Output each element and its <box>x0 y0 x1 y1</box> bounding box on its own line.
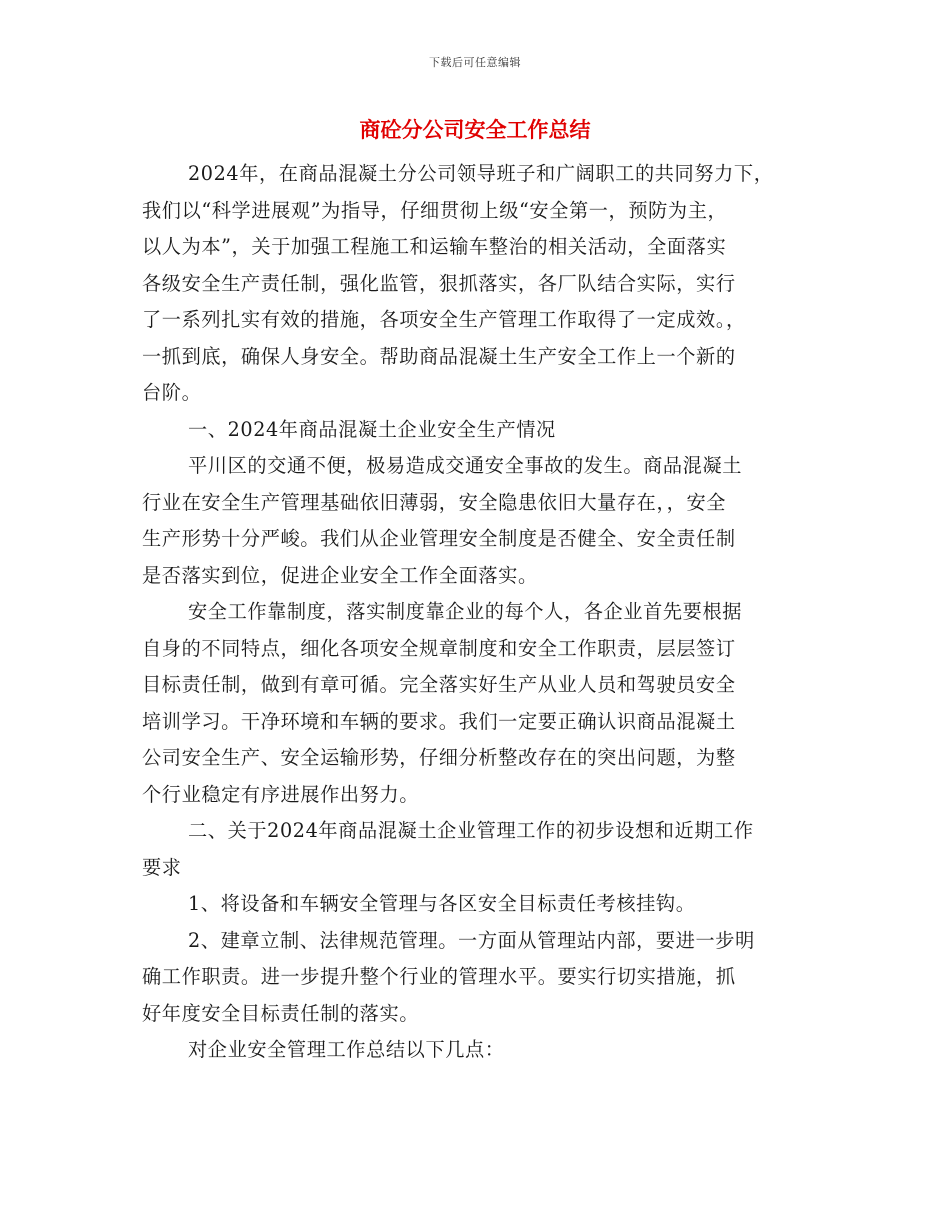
text-line: 是否落实到位，促进企业安全工作全面落实。 <box>142 563 538 587</box>
text-line: 个行业稳定有序进展作出努力。 <box>142 782 420 806</box>
text-line: 2、建章立制、法律规范管理。一方面从管理站内部，要进一步明 <box>188 928 755 952</box>
text-line: 以人为本”，关于加强工程施工和运输车整治的相关活动，全面落实 <box>142 235 727 258</box>
text-line: 对企业安全管理工作总结以下几点： <box>188 1038 505 1061</box>
text-line: 台阶。 <box>142 381 202 404</box>
text-line: 好年度安全目标责任制的落实。 <box>142 1001 420 1025</box>
body-text <box>142 156 812 1069</box>
text-line: 行业在安全生产管理基础依旧薄弱，安全隐患依旧大量存在，，安全 <box>142 490 727 514</box>
text-line: 公司安全生产、安全运输形势，仔细分析整改存在的突出问题，为整 <box>142 746 736 769</box>
text-line: 安全工作靠制度，落实制度靠企业的每个人，各企业首先要根据 <box>188 600 743 623</box>
text-line: 自身的不同特点，细化各项安全规章制度和安全工作职责，层层签订 <box>142 636 736 660</box>
text-line: 培训学习。干净环境和车辆的要求。我们一定要正确认识商品混凝土 <box>142 709 736 733</box>
text-line: 我们以“科学进展观”为指导，仔细贯彻上级“安全第一，预防为主， <box>142 198 728 222</box>
text-line: 生产形势十分严峻。我们从企业管理安全制度是否健全、安全责任制 <box>142 527 736 550</box>
text-line: 各级安全生产责任制，强化监管，狠抓落实，各厂队结合实际，实行 <box>142 271 736 295</box>
text-line: 二、关于2024年商品混凝土企业管理工作的初步设想和近期工作 <box>188 819 754 842</box>
text-line: 1、将设备和车辆安全管理与各区安全目标责任考核挂钩。 <box>188 892 696 915</box>
text-line: 确工作职责。进一步提升整个行业的管理水平。要实行切实措施，抓 <box>142 965 736 988</box>
text-line: 要求 <box>142 855 182 879</box>
text-line: 平川区的交通不便，极易造成交通安全事故的发生。商品混凝土 <box>188 454 743 477</box>
text-line: 一抓到底，确保人身安全。帮助商品混凝土生产安全工作上一个新的 <box>142 344 736 368</box>
text-line: 2024年，在商品混凝土分公司领导班子和广阔职工的共同努力下， <box>188 162 774 185</box>
text-line: 了一系列扎实有效的措施，各项安全生产管理工作取得了一定成效。， <box>142 308 746 331</box>
text-line: 一、2024年商品混凝土企业安全生产情况 <box>188 417 556 441</box>
header-note: 下载后可任意编辑 <box>429 56 521 69</box>
text-line: 目标责任制，做到有章可循。完全落实好生产从业人员和驾驶员安全 <box>142 673 736 696</box>
page-title: 商砼分公司安全工作总结 <box>359 118 591 142</box>
